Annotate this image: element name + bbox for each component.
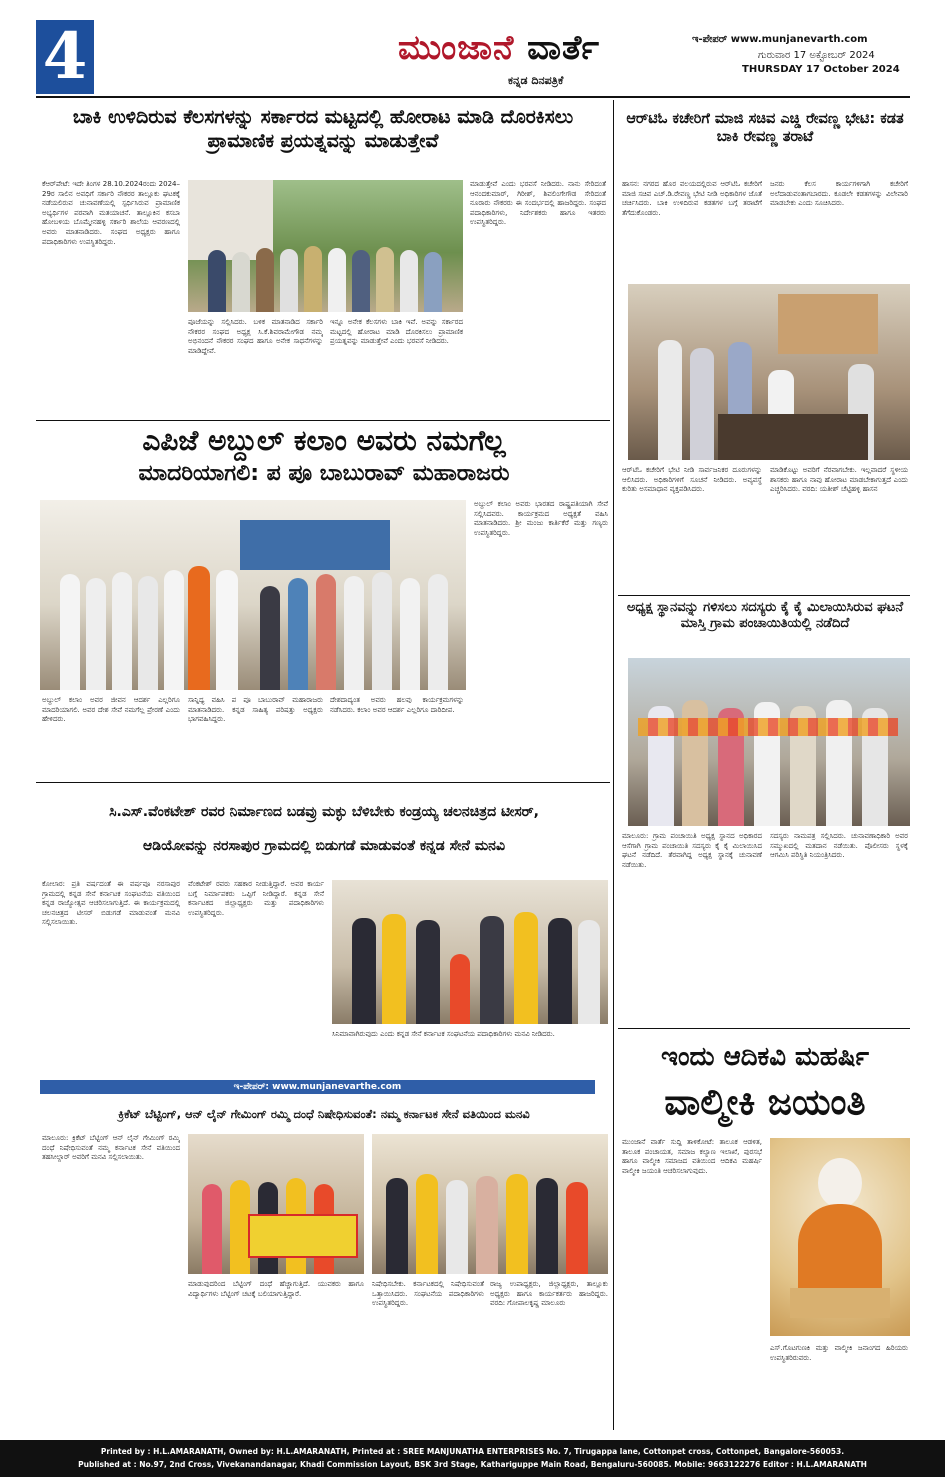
imprint-footer (0, 1440, 945, 1477)
article2-col1: ಹಾಸನ: ನಗರದ ಹೊರ ವಲಯದಲ್ಲಿರುವ ಆರ್‌ಟಿಓ ಕಚೇರಿಗೆ ಮಾಜಿ ಸಚಿವ ಎಚ್.ಡಿ.ರೇವಣ್ಣ ಭೇಟಿ ನೀಡಿ ಅಧಿಕಾರಿಗಳ ಜೊತೆ ಚರ್ಚಿಸಿದರು. ಬಾಕಿ ಉಳಿದಿರುವ ಕಡತಗಳ ಬಗ್ಗೆ ತರಾಟೆಗೆ ತೆಗೆದುಕೊಂಡರು. (622, 180, 762, 217)
article2-col4: ಮಾಡಿಕೊಟ್ಟು ಅವರಿಗೆ ನೆರವಾಗಬೇಕು. ಇಲ್ಲವಾದರೆ ಸ್ಥಳೀಯ ಶಾಸಕರು ಹಾಗೂ ನಾವು ಹೋರಾಟ ಮಾಡಬೇಕಾಗುತ್ತದೆ ಎಂದು ಎಚ್ಚರಿಸಿದರು. ವರದಿ: ಯತೀಶ್ ಚೆಟ್ಟಿಹಳ್ಳಿ ಹಾಸನ (770, 466, 908, 494)
article3-headline2: ಮಾದರಿಯಾಗಲಿ: ಪ ಪೂ ಬಾಬುರಾವ್ ಮಹಾರಾಜರು (138, 461, 510, 486)
column-divider (613, 100, 614, 1430)
date-english: THURSDAY 17 October 2024 (742, 64, 900, 75)
article2-col2: ಜನರು ಕೆಲಸ ಕಾರ್ಯಗಳಿಗಾಗಿ ಕಚೇರಿಗೆ ಅಲೆದಾಡುವಂತಾಗಬಾರದು. ಕೂಡಲೇ ಕಡತಗಳನ್ನು ವಿಲೇವಾರಿ ಮಾಡಬೇಕು ಎಂದು ಸೂಚಿಸಿದರು. (770, 180, 908, 208)
article7-photo1 (188, 1134, 364, 1274)
masthead-part1: ಮುಂಜಾನೆ (398, 28, 515, 68)
article2-photo (628, 284, 910, 460)
date-kannada: ಗುರುವಾರ 17 ಅಕ್ಟೋಬರ್ 2024 (758, 50, 875, 61)
article3-col4: ಅಬ್ದುಲ್ ಕಲಾಂ ಅವರು ಭಾರತದ ರಾಷ್ಟ್ರಪತಿಯಾಗಿ ಸೇವೆ ಸಲ್ಲಿಸಿದವರು. ಕಾರ್ಯಕ್ರಮದ ಅಧ್ಯಕ್ಷತೆ ವಹಿಸಿ ಮಾತನಾಡಿದರು. ಶ್ರೀ ಮಂಜು ಕಾರ್ತಿಕೆರೆ ಮತ್ತು ಗಣ್ಯರು ಉಪಸ್ಥಿತರಿದ್ದರು. (474, 500, 608, 537)
valmiki-portrait (770, 1138, 910, 1336)
footer-line1: Printed by : H.L.AMARANATH, Owned by: H.L.AMARANATH, Printed at : SREE MANJUNATHA ENTERPRISES No. 7, Tirugappa lane, Cottonpet cross, Cottonpet, Bangalore-560053. (100, 1447, 845, 1456)
article3-col1: ಅಬ್ದುಲ್ ಕಲಾಂ ಅವರ ಜೀವನ ಆದರ್ಶ ಎಲ್ಲರಿಗೂ ಮಾದರಿಯಾಗಲಿ. ಅವರ ದೇಶ ಸೇವೆ ನಮಗೆಲ್ಲ ಪ್ರೇರಣೆ ಎಂದು ಹೇಳಿದರು. (42, 696, 180, 724)
portrait-head (818, 1158, 862, 1208)
article1-col4: ಮಾಡುತ್ತೇವೆ ಎಂದು ಭರವಸೆ ನೀಡಿದರು. ನಾನು ಸೇರಿದಂತೆ ಆನಂದಕುಮಾರ್, ಗಿರೀಶ್, ಶಿವಲಿಂಗೇಗೌಡ ಸೇರಿದಂತೆ ನೂರಾರು ನೌಕರರು ಈ ಸಂದರ್ಭದಲ್ಲಿ ಹಾಜರಿದ್ದರು. ಸಂಘದ ಪದಾಧಿಕಾರಿಗಳು, ನಿರ್ದೇಶಕರು ಹಾಗೂ ಇತರರು ಉಪಸ್ಥಿತರಿದ್ದರು. (470, 180, 606, 227)
footer-line2: Published at : No.97, 2nd Cross, Vivekanandanagar, Khadi Commission Layout, BSK 3rd Stage, Kathariguppe Main Road, Bengaluru-560085. Mobile: 9663122276 Editor : H.L.AMARANATH (78, 1460, 867, 1469)
photo-garlands (638, 718, 898, 736)
page-number: 4 (36, 20, 94, 94)
portrait-robe (798, 1204, 882, 1294)
article2-headline: ಆರ್‌ಟಿಓ ಕಚೇರಿಗೆ ಮಾಜಿ ಸಚಿವ ಎಚ್ಡಿ ರೇವಣ್ಣ ಭೇಟಿ: ಕಡತ ಬಾಕಿ ರೇವಣ್ಣ ತರಾಟೆ (626, 111, 904, 146)
article5-col1: ಕೋಲಾರ: ಪ್ರತಿ ವರ್ಷದಂತೆ ಈ ವರ್ಷವೂ ನರಸಾಪುರ ಗ್ರಾಮದಲ್ಲಿ ಕನ್ನಡ ಸೇನೆ ಕರ್ನಾಟಕ ಸಂಘಟನೆಯ ವತಿಯಿಂದ ಕನ್ನಡ ರಾಜ್ಯೋತ್ಸವ ಆಚರಿಸಲಾಗುತ್ತಿದೆ. ಈ ಕಾರ್ಯಕ್ರಮದಲ್ಲಿ ಚಲನಚಿತ್ರದ ಟೀಸರ್ ಬಿಡುಗಡೆ ಮಾಡುವಂತೆ ಮನವಿ ಸಲ್ಲಿಸಲಾಯಿತು. (42, 880, 180, 927)
article3-col2: ಸಾನ್ನಿಧ್ಯ ವಹಿಸಿ ಪ ಪೂ ಬಾಬುರಾವ್ ಮಹಾರಾಜರು ಮಾತನಾಡಿದರು. ಕನ್ನಡ ಸಾಹಿತ್ಯ ಪರಿಷತ್ತು ಅಧ್ಯಕ್ಷರು ಭಾಗವಹಿಸಿದ್ದರು. (188, 696, 323, 724)
article6-col2: ಎಸ್.ಗೊಟಗುಣಕಿ ಮತ್ತು ವಾಲ್ಮೀಕಿ ಜನಾಂಗದ ಹಿರಿಯರು ಉಪಸ್ಥಿತರಿರುವರು. (770, 1344, 908, 1362)
article1-col2: ಪೂಜೆಯನ್ನು ಸಲ್ಲಿಸಿದರು. ಬಳಿಕ ಮಾತನಾಡಿದ ಸರ್ಕಾರಿ ನೌಕರರ ಸಂಘದ ಅಧ್ಯಕ್ಷ ಸಿ.ಕೆ.ಶಿವರಾಮೇಗೌಡ ನಮ್ಮ ಅಭಿನಂದನೆ ನೌಕರರ ಸಂಘದ ಹಾಗೂ ಅನೇಕ ಸಾಧನೆಗಳನ್ನು ಮಾಡಿದ್ದೇವೆ. (188, 318, 323, 355)
article4-col2: ಸದಸ್ಯರು ನಾಮಪತ್ರ ಸಲ್ಲಿಸಿದರು. ಚುನಾವಣಾಧಿಕಾರಿ ಅವರ ಸಮ್ಮುಖದಲ್ಲಿ ಮತದಾನ ನಡೆಯಿತು. ಪೊಲೀಸರು ಸ್ಥಳಕ್ಕೆ ಆಗಮಿಸಿ ಪರಿಸ್ಥಿತಿ ನಿಯಂತ್ರಿಸಿದರು. (770, 832, 908, 860)
article7-col3: ನಿಷೇಧಿಸಬೇಕು. ಕರ್ನಾಟಕದಲ್ಲಿ ನಿಷೇಧಿಸುವಂತೆ ಒತ್ತಾಯಿಸಿದರು. ಸಂಘಟನೆಯ ಪದಾಧಿಕಾರಿಗಳು ಉಪಸ್ಥಿತರಿದ್ದರು. (372, 1280, 484, 1308)
article5-headline1: ಸಿ.ಎಸ್.ವೆಂಕಟೇಶ್ ರವರ ನಿರ್ಮಾಣದ ಬಡವ್ರು ಮಕ್ಳು ಬೆಳಿಬೇಕು ಕಂಡ್ರಯ್ಯ ಚಲನಚಿತ್ರದ ಟೀಸರ್, (109, 804, 539, 820)
header-rule (36, 96, 910, 98)
article6-col1: ಮುಂಜಾನೆ ವಾರ್ತೆ ಸುದ್ದಿ ತಾಳಿಕೋಟೆ: ತಾಲೂಕ ಆಡಳಿತ, ತಾಲೂಕ ಪಂಚಾಯತ, ಸಮಾಜ ಕಲ್ಯಾಣ ಇಲಾಖೆ, ಪುರಸಭೆ ಹಾಗೂ ವಾಲ್ಮೀಕಿ ಸಮಾಜದ ವತಿಯಿಂದ ಆದಿಕವಿ ಮಹರ್ಷಿ ವಾಲ್ಮೀಕಿ ಜಯಂತಿ ಆಚರಿಸಲಾಗುವುದು. (622, 1138, 762, 1175)
photo-banner (240, 520, 390, 570)
article6-headline1: ಇಂದು ಆದಿಕವಿ ಮಹರ್ಷಿ (661, 1042, 869, 1072)
article1-col1: ಕೆಆರ್‌ಪೇಟೆ: ಇದೇ ತಿಂಗಳ 28.10.2024ರಂದು 2024–29ರ ಸಾಲಿನ ಅವಧಿಗೆ ಸರ್ಕಾರಿ ನೌಕರರ ತಾಲ್ಲೂಕು ಘಟಕಕ್ಕೆ ನಡೆಯಲಿರುವ ಚುನಾವಣೆಯಲ್ಲಿ ಸ್ಪರ್ಧಿಸಿರುವ ಪ್ರಾಮಾಣಿಕ ಅಭ್ಯರ್ಥಿಗಳ ಪರವಾಗಿ ಮತಯಾಚನೆ. ತಾಲ್ಲೂಕಿನ ಕಸಬಾ ಹೋಬಳಿಯ ಬೊಮ್ಮೇನಹಳ್ಳಿ ಸರ್ಕಾರಿ ಶಾಲೆಯ ಆವರಣದಲ್ಲಿ ಅವರು ಮಾತನಾಡಿದರು. ಸಂಘದ ಅಧ್ಯಕ್ಷರು ಹಾಗೂ ಪದಾಧಿಕಾರಿಗಳು ಉಪಸ್ಥಿತರಿದ್ದರು. (42, 180, 180, 246)
article7-headline: ಕ್ರಿಕೆಟ್ ಬೆಟ್ಟಿಂಗ್, ಆನ್ ಲೈನ್ ಗೇಮಿಂಗ್ ರಮ್ಮಿ ದಂಧೆ ನಿಷೇಧಿಸುವಂತೆ: ನಮ್ಮ ಕರ್ನಾಟಕ ಸೇನೆ ವತಿಯಿಂದ ಮನವಿ (118, 1107, 530, 1121)
article4-headline: ಅಧ್ಯಕ್ಷ ಸ್ಥಾನವನ್ನು ಗಳಿಸಲು ಸದಸ್ಯರು ಕೈ ಕೈ ಮಿಲಾಯಿಸಿರುವ ಘಟನೆ ಮಾಸ್ತಿ ಗ್ರಾಮ ಪಂಚಾಯಿತಿಯಲ್ಲಿ ನಡೆದಿದೆ (626, 600, 904, 632)
article5-headline2: ಆಡಿಯೋವನ್ನು ನರಸಾಪುರ ಗ್ರಾಮದಲ್ಲಿ ಬಿಡುಗಡೆ ಮಾಡುವಂತೆ ಕನ್ನಡ ಸೇನೆ ಮನವಿ (143, 838, 505, 854)
epaper-url[interactable]: ಇ-ಪೇಪರ್ www.munjanevarth.com (692, 34, 868, 45)
divider (36, 782, 610, 783)
photo-desk (718, 414, 868, 460)
photo-banner (248, 1214, 358, 1258)
epaper-bar[interactable]: ಇ-ಪೇಪರ್: www.munjanevarthe.com (40, 1080, 595, 1094)
photo-cabinet (778, 294, 878, 354)
divider (618, 595, 910, 596)
masthead-subtitle: ಕನ್ನಡ ದಿನಪತ್ರಿಕೆ (508, 74, 564, 87)
divider (618, 1028, 910, 1029)
article3-headline1: ಎಪಿಜೆ ಅಬ್ದುಲ್ ಕಲಾಂ ಅವರು ನಮಗೆಲ್ಲ (142, 424, 506, 457)
article1-col3: ಇನ್ನೂ ಅನೇಕ ಕೆಲಸಗಳು ಬಾಕಿ ಇವೆ. ಅವನ್ನು ಸರ್ಕಾರದ ಮಟ್ಟದಲ್ಲಿ ಹೋರಾಟ ಮಾಡಿ ದೊರಕಿಸಲು ಪ್ರಾಮಾಣಿಕ ಪ್ರಯತ್ನವನ್ನು ಮಾಡುತ್ತೇವೆ ಎಂದು ಭರವಸೆ ನೀಡಿದರು. (330, 318, 463, 346)
article1-photo (188, 180, 463, 312)
article6-headline2: ವಾಲ್ಮೀಕಿ ಜಯಂತಿ (664, 1082, 866, 1123)
article5-col2: ವೆಂಕಟೇಶ್ ರವರು ಸಹಕಾರ ನೀಡುತ್ತಿದ್ದಾರೆ. ಅವರ ಕಾರ್ಯ ಬಗ್ಗೆ ನಿರ್ಮಾಪಕರು ಒಪ್ಪಿಗೆ ನೀಡಿದ್ದಾರೆ. ಕನ್ನಡ ಸೇನೆ ಕರ್ನಾಟಕದ ಜಿಲ್ಲಾಧ್ಯಕ್ಷರು ಮತ್ತು ಪದಾಧಿಕಾರಿಗಳು ಉಪಸ್ಥಿತರಿದ್ದರು. (188, 880, 324, 917)
portrait-scroll (790, 1288, 890, 1318)
article5-col3: ಸಿನಿಮಾವಾಗಿರುವುದು ಎಂದು ಕನ್ನಡ ಸೇನೆ ಕರ್ನಾಟಕ ಸಂಘಟನೆಯ ಪದಾಧಿಕಾರಿಗಳು ಮನವಿ ನೀಡಿದರು. (332, 1030, 555, 1038)
article3-photo (40, 500, 466, 690)
article3-col3: ದೇಶದಾದ್ಯಂತ ಅವರು ಹಲವು ಕಾರ್ಯಕ್ರಮಗಳನ್ನು ನಡೆಸಿದರು. ಕಲಾಂ ಅವರ ಆದರ್ಶ ಎಲ್ಲರಿಗೂ ದಾರಿದೀಪ. (330, 696, 464, 714)
article7-photo2 (372, 1134, 608, 1274)
article4-col1: ಮಾಲೂರು: ಗ್ರಾಮ ಪಂಚಾಯಿತಿ ಅಧ್ಯಕ್ಷ ಸ್ಥಾನದ ಅಧಿಕಾರದ ಆಸೆಗಾಗಿ ಗ್ರಾಮ ಪಂಚಾಯಿತಿ ಸದಸ್ಯರು ಕೈ ಕೈ ಮಿಲಾಯಿಸಿದ ಘಟನೆ ನಡೆದಿದೆ. ತೆರವಾಗಿದ್ದ ಅಧ್ಯಕ್ಷ ಸ್ಥಾನಕ್ಕೆ ಚುನಾವಣೆ ನಡೆಯಿತು. (622, 832, 762, 869)
article5-photo (332, 880, 608, 1024)
article4-photo (628, 658, 910, 826)
masthead-title (398, 28, 668, 72)
article1-headline: ಬಾಕಿ ಉಳಿದಿರುವ ಕೆಲಸಗಳನ್ನು ಸರ್ಕಾರದ ಮಟ್ಟದಲ್ಲಿ ಹೋರಾಟ ಮಾಡಿ ದೊರಕಿಸಲು ಪ್ರಾಮಾಣಿಕ ಪ್ರಯತ್ನವನ್ನು ಮಾಡುತ್ತೇವೆ (72, 106, 574, 152)
article7-col2: ಮಾಡುವುದರಿಂದ ಬೆಟ್ಟಿಂಗ್ ದಂಧೆ ಹೆಚ್ಚಾಗುತ್ತಿದೆ. ಯುವಕರು ಹಾಗೂ ವಿದ್ಯಾರ್ಥಿಗಳು ಬೆಟ್ಟಿಂಗ್ ಚಟಕ್ಕೆ ಬಲಿಯಾಗುತ್ತಿದ್ದಾರೆ. (188, 1280, 364, 1298)
masthead-part2: ವಾರ್ತೆ (527, 28, 600, 68)
article7-col1: ಮಾಲೂರು: ಕ್ರಿಕೆಟ್ ಬೆಟ್ಟಿಂಗ್ ಆನ್ ಲೈನ್ ಗೇಮಿಂಗ್ ರಮ್ಮಿ ದಂಧೆ ನಿಷೇಧಿಸುವಂತೆ ನಮ್ಮ ಕರ್ನಾಟಕ ಸೇನೆ ವತಿಯಿಂದ ತಹಸೀಲ್ದಾರ್ ಅವರಿಗೆ ಮನವಿ ಸಲ್ಲಿಸಲಾಯಿತು. (42, 1134, 180, 1162)
article2-col3: ಆರ್‌ಟಿಓ ಕಚೇರಿಗೆ ಭೇಟಿ ನೀಡಿ ಸಾರ್ವಜನಿಕರ ದೂರುಗಳನ್ನು ಆಲಿಸಿದರು. ಅಧಿಕಾರಿಗಳಿಗೆ ಸೂಚನೆ ನೀಡಿದರು. ಅವ್ಯವಸ್ಥೆ ಕುರಿತು ಅಸಮಾಧಾನ ವ್ಯಕ್ತಪಡಿಸಿದರು. (622, 466, 762, 494)
article7-col4: ರಾಜ್ಯ ಉಪಾಧ್ಯಕ್ಷರು, ಜಿಲ್ಲಾಧ್ಯಕ್ಷರು, ತಾಲ್ಲೂಕು ಅಧ್ಯಕ್ಷರು ಹಾಗೂ ಕಾರ್ಯಕರ್ತರು ಹಾಜರಿದ್ದರು. ವರದಿ: ಗೋಪಾಲಕೃಷ್ಣ ಮಾಲೂರು (490, 1280, 608, 1308)
